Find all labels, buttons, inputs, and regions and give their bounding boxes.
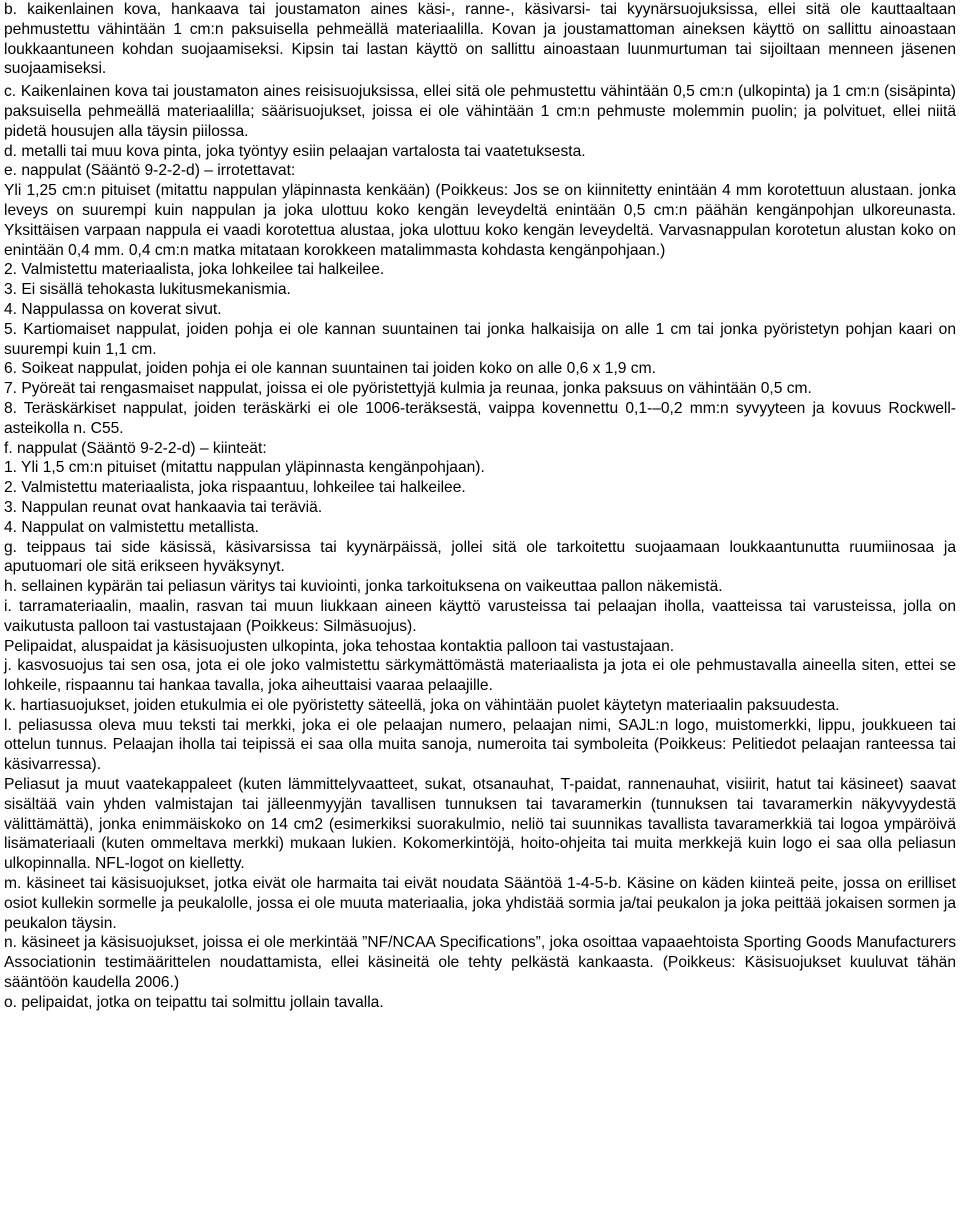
paragraph: d. metalli tai muu kova pinta, joka työntyy esiin pelaajan vartalosta tai vaatetuksesta. [4, 142, 586, 160]
paragraph: n. käsineet ja käsisuojukset, joissa ei ole merkintää ”NF/NCAA Specifications”, joka osoittaa vapaaehtoista Sporting Goods Manufacturers Associationin testimäärittelen noudattamista, ellei käsineitä ole tehty pelkästä kankaasta. (Poikkeus: Käsisuojukset kuuluvat tähän sääntöön kaudella 2006.) [4, 934, 956, 992]
paragraph: 8. Teräskärkiset nappulat, joiden teräskärki ei ole 1006-teräksestä, vaippa kovennettu 0,1-–0,2 mm:n syvyyteen ja kovuus Rockwell-asteikolla n. C55. [4, 399, 956, 437]
paragraph: g. teippaus tai side käsissä, käsivarsissa tai kyynärpäissä, jollei sitä ole tarkoitettu suojaamaan loukkaantunutta ruumiinosaa ja aputuomari ole sitä erikseen hyväksynyt. [4, 538, 956, 576]
paragraph: 6. Soikeat nappulat, joiden pohja ei ole kannan suuntainen tai joiden koko on alle 0,6 x 1,9 cm. [4, 360, 656, 378]
paragraph: f. nappulat (Sääntö 9-2-2-d) – kiinteät: [4, 439, 267, 457]
paragraph: Pelipaidat, aluspaidat ja käsisuojusten ulkopinta, joka tehostaa kontaktia palloon tai vastustajaan. [4, 637, 675, 655]
paragraph: Peliasut ja muut vaatekappaleet (kuten lämmittelyvaatteet, sukat, otsanauhat, T-paidat, rannenauhat, visiirit, hatut tai käsineet) saavat sisältää vain yhden valmistajan tai jälleenmyyjän tavallisen tunnuksen tai tavaramerkin (tunnuksen tai tavaramerkin näkyvyydestä välittämättä), jonka enimmäiskoko on 14 cm2 (esimerkiksi suorakulmio, neliö tai suunnikas tavallista tavaramerkkiä tai logoa ympäröivä lisämateriaali (kuten ommeltava merkki) mukaan lukien. Kokomerkintöjä, hoito-ohjeita tai muita merkkejä kuin logo ei saa olla peliasun ulkopinnalla. NFL-logot on kielletty. [4, 776, 956, 873]
paragraph: k. hartiasuojukset, joiden etukulmia ei ole pyöristetty säteellä, joka on vähintään puolet käytetyn materiaalin paksuudesta. [4, 696, 840, 714]
paragraph: 2. Valmistettu materiaalista, joka lohkeilee tai halkeilee. [4, 261, 385, 279]
paragraph: 7. Pyöreät tai rengasmaiset nappulat, joissa ei ole pyöristettyjä kulmia ja reunaa, jonka paksuus on vähintään 0,5 cm. [4, 380, 812, 398]
paragraph: 5. Kartiomaiset nappulat, joiden pohja ei ole kannan suuntainen tai jonka halkaisija on alle 1 cm tai jonka pyöristetyn pohjan kaari on suurempi kuin 1,1 cm. [4, 320, 956, 358]
paragraph: 3. Ei sisällä tehokasta lukitusmekanismia. [4, 281, 291, 299]
paragraph: c. Kaikenlainen kova tai joustamaton aines reisisuojuksissa, ellei sitä ole pehmustettu vähintään 0,5 cm:n (ulkopinta) ja 1 cm:n (sisäpinta) paksuisella pehmeällä materiaalilla; säärisuojukset, joissa ei ole vähintään 1 cm:n pehmuste molemmin puolin; ja polvituet, ellei niitä pidetä housujen alla täysin piilossa. [4, 83, 956, 140]
paragraph: h. sellainen kypärän tai peliasun väritys tai kuviointi, jonka tarkoituksena on vaikeuttaa pallon näkemistä. [4, 578, 723, 596]
paragraph: i. tarramateriaalin, maalin, rasvan tai muun liukkaan aineen käyttö varusteissa tai pelaajan iholla, vaatteissa tai varusteissa, jolla on vaikutusta palloon tai vastustajaan (Poikkeus: Silmäsuojus). [4, 597, 956, 635]
paragraph: e. nappulat (Sääntö 9-2-2-d) – irrotettavat: [4, 162, 296, 180]
paragraph: 3. Nappulan reunat ovat hankaavia tai teräviä. [4, 498, 323, 516]
paragraph: 1. Yli 1,5 cm:n pituiset (mitattu nappulan yläpinnasta kengänpohjaan). [4, 459, 485, 477]
paragraph: 2. Valmistettu materiaalista, joka rispaantuu, lohkeilee tai halkeilee. [4, 479, 466, 497]
paragraph: j. kasvosuojus tai sen osa, jota ei ole joko valmistettu särkymättömästä materiaalista ja jota ei ole pehmustavalla aineella siten, ettei se lohkeile, rispaannu tai hankaa tavalla, joka aiheuttaisi vaaraa pelaajille. [4, 657, 956, 695]
document-page [4, 0, 956, 1013]
paragraph: o. pelipaidat, jotka on teipattu tai solmittu jollain tavalla. [4, 993, 384, 1011]
paragraph: 4. Nappulat on valmistettu metallista. [4, 518, 259, 536]
paragraph: b. kaikenlainen kova, hankaava tai joustamaton aines käsi-, ranne-, käsivarsi- tai kyynärsuojuksissa, ellei sitä ole kauttaaltaan pehmustettu vähintään 1 cm:n paksuisella pehmeällä materiaalilla. Kovan ja joustamattoman aineksen käyttö on sallittu ainoastaan loukkaantuneen kohdan suojaamiseksi. Kipsin tai lastan käyttö on sallittu ainoastaan luunmurtuman tai sijoiltaan menneen jäsenen suojaamiseksi. [4, 1, 956, 78]
paragraph: l. peliasussa oleva muu teksti tai merkki, joka ei ole pelaajan numero, pelaajan nimi, SAJL:n logo, muistomerkki, lippu, joukkueen tai ottelun tunnus. Pelaajan iholla tai teipissä ei saa olla muita sanoja, numeroita tai symboleita (Poikkeus: Pelitiedot pelaajan ranteessa tai käsivarressa). [4, 716, 956, 774]
paragraph: Yli 1,25 cm:n pituiset (mitattu nappulan yläpinnasta kenkään) (Poikkeus: Jos se on kiinnitetty enintään 4 mm korotettuun alustaan. jonka leveys on suurempi kuin nappulan ja joka ulottuu koko kengän leveydeltä enintään 0,5 cm:n päähän kengänpohjan ulkoreunasta. Yksittäisen varpaan nappula ei vaadi korotettua alustaa, joka ulottuu koko kengän leveydeltä. Varvasnappulan korotetun alustan koko on enintään 0,4 mm. 0,4 cm:n matka mitataan korokkeen matalimmasta kohdasta kengänpohjaan.) [4, 182, 956, 259]
paragraph: m. käsineet tai käsisuojukset, jotka eivät ole harmaita tai eivät noudata Sääntöä 1-4-5-b. Käsine on käden kiinteä peite, jossa on erilliset osiot kullekin sormelle ja peukalolle, jossa ei ole muuta materiaalia, joka yhdistää sormia ja/tai peukalon ja joka peittää jokaisen sormen ja peukalon täysin. [4, 875, 956, 932]
paragraph: 4. Nappulassa on koverat sivut. [4, 300, 222, 318]
